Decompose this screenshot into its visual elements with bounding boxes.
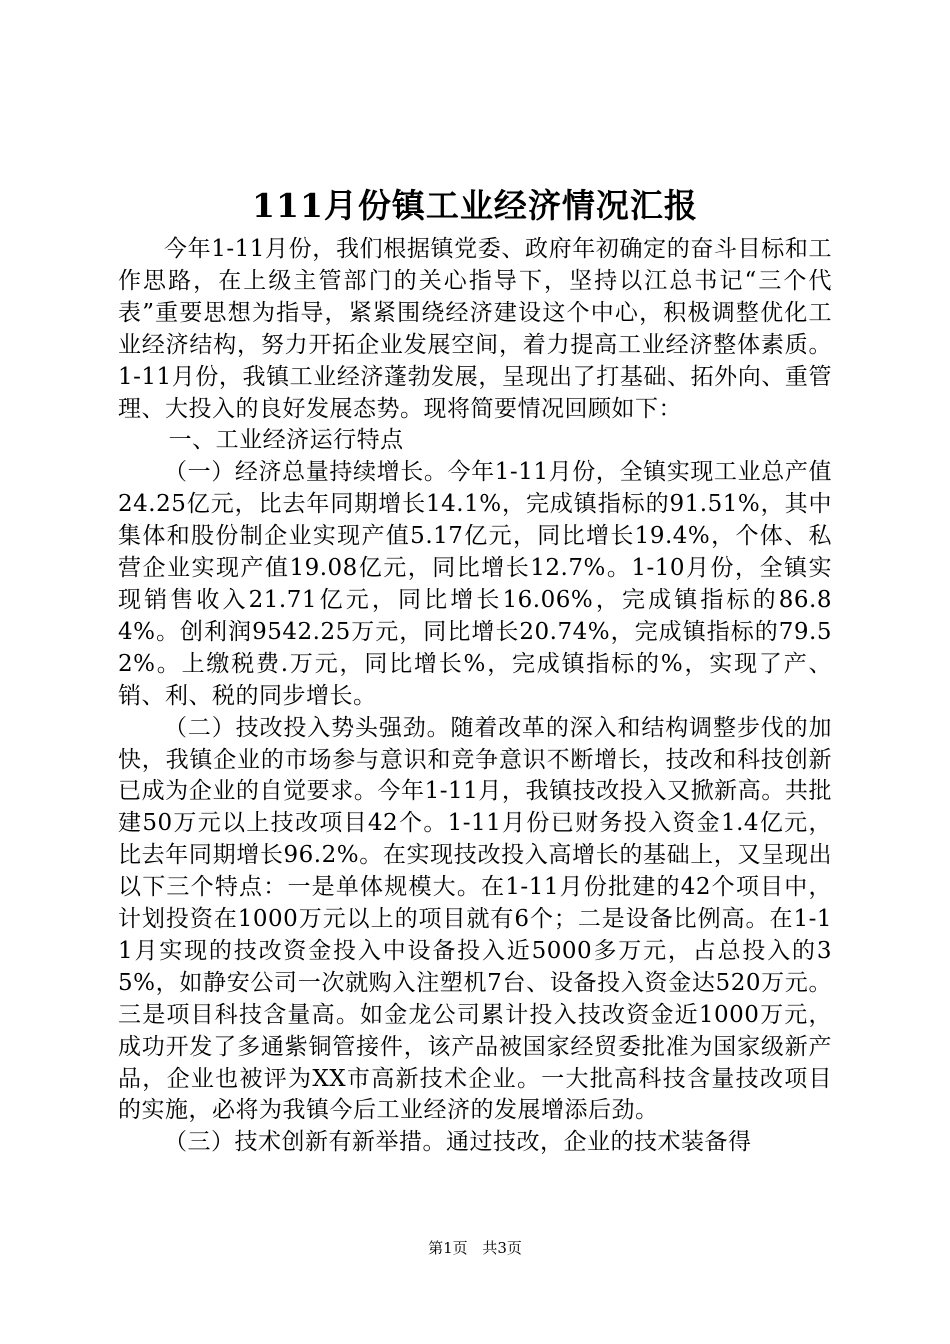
page-total: 共3页 [482,1239,522,1257]
paragraph-tech-innovation: （三）技术创新有新举措。通过技改，企业的技术装备得 [164,1129,752,1156]
paragraph-tech-investment: （二）技改投入势头强劲。随着改革的深入和结构调整步伐的加快，我镇企业的市场参与意识和竞争意识不断增长，技改和科技创新已成为企业的自觉要求。今年1-11月，我镇技改投入又掀新高。共批建50万元以上技改项目42个。1-11月份已财务投入资金1.4亿元，比去年同期增长96.2%。在实现技改投入高增长的基础上，又呈现出以下三个特点：一是单体规模大。在1-11月份批建的42个项目中，计划投资在1000万元以上的项目就有6个；二是设备比例高。在1-11月实现的技改资金投入中设备投入近5000多万元，占总投入的35%，如静安公司一次就购入注塑机7台、设备投入资金达520万元。三是项目科技含量高。如金龙公司累计投入技改资金近1000万元，成功开发了多通紫铜管接件，该产品被国家经贸委批准为国家级新产品，企业也被评为XX市高新技术企业。一大批高科技含量技改项目的实施，必将为我镇今后工业经济的发展增添后劲。 [118,714,832,1124]
document-title: 111月份镇工业经济情况汇报 [252,186,698,225]
paragraph-economic-growth: （一）经济总量持续增长。今年1-11月份，全镇实现工业总产值24.25亿元，比去年同期增长14.1%，完成镇指标的91.51%，其中集体和股份制企业实现产值5.17亿元，同比增长19.4%，个体、私营企业实现产值19.08亿元，同比增长12.7%。1-10月份，全镇实现销售收入21.71亿元，同比增长16.06%，完成镇指标的86.84%。创利润9542.25万元，同比增长20.74%，完成镇指标的79.52%。上缴税费.万元，同比增长%，完成镇指标的%，实现了产、销、利、税的同步增长。 [118,459,832,709]
intro-paragraph: 今年1-11月份，我们根据镇党委、政府年初确定的奋斗目标和工作思路，在上级主管部门的关心指导下，坚持以江总书记“三个代表”重要思想为指导，紧紧围绕经济建设这个中心，积极调整优化工业经济结构，努力开拓企业发展空间，着力提高工业经济整体素质。1-11月份，我镇工业经济蓬勃发展，呈现出了打基础、拓外向、重管理、大投入的良好发展态势。现将简要情况回顾如下： [118,236,832,422]
section-heading: 一、工业经济运行特点 [168,427,404,454]
page-number: 第1页 [428,1239,468,1257]
document-body [118,234,832,1159]
page-footer [0,1238,950,1258]
